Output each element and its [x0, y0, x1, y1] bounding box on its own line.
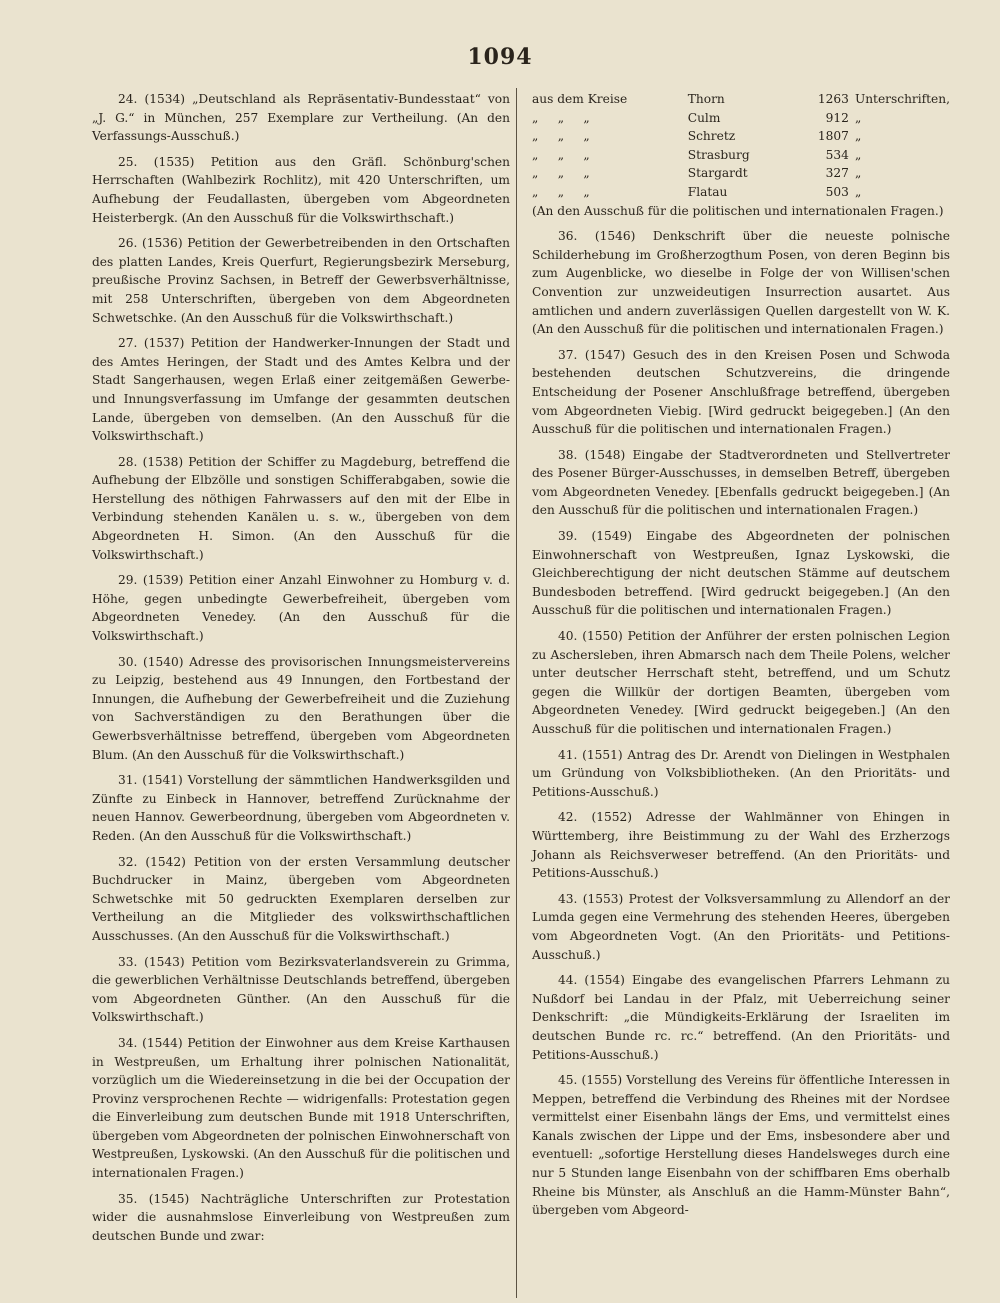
left-column [92, 90, 510, 1252]
ditto-marks: „ „ „ [532, 147, 590, 162]
petition-entry: 29. (1539) Petition einer Anzahl Einwohner zu Homburg v. d. Höhe, gegen unbedingte Gewerbefreiheit, übergeben vom Abgeordneten Venedey. (An den Ausschuß für die Volkswirthschaft.) [92, 573, 510, 644]
signature-count: 1807 [817, 129, 849, 144]
petition-entry: 40. (1550) Petition der Anführer der ersten polnischen Legion zu Aschersleben, ihren Abmarsch nach dem Theile Polens, welcher unter deutscher Herrschaft steht, betreffend, und um Schutz gegen die Willkür der dortigen Beamten, übergeben vom Abgeordneten Venedey. [Wird gedruckt beigegeben.] (An den Ausschuß für die politischen und internationalen Fragen.) [532, 629, 950, 736]
signature-row [532, 90, 950, 109]
right-column [532, 90, 950, 1227]
district-name: Schretz [687, 129, 736, 144]
ditto-mark: „ [854, 110, 862, 125]
petition-entry: 38. (1548) Eingabe der Stadtverordneten und Stellvertreter des Posener Bürger-Ausschusses, in demselben Betreff, übergeben vom Abgeordneten Venedey. [Ebenfalls gedruckt beigegeben.] (An den Ausschuß für die politischen und internationalen Fragen.) [532, 447, 950, 518]
district-name: Thorn [687, 92, 725, 106]
ditto-mark: „ [854, 129, 862, 144]
ditto-mark: „ [854, 166, 862, 181]
petition-entry: 39. (1549) Eingabe des Abgeordneten der polnischen Einwohnerschaft von Westpreußen, Ignaz Lyskowski, die Gleichberechtigung der nicht deutschen Stämme auf deutschem Bundesboden betreffend. [Wird gedruckt beigegeben.] (An den Ausschuß für die politischen und internationalen Fragen.) [532, 529, 950, 618]
petition-entry: 42. (1552) Adresse der Wahlmänner von Ehingen in Württemberg, ihre Beistimmung zu der Wahl des Erzherzogs Johann als Reichsverweser betreffend. (An den Prioritäts- und Petitions-Ausschuß.) [532, 810, 950, 881]
district-name: Flatau [687, 184, 728, 199]
petition-entry: 25. (1535) Petition aus den Gräfl. Schönburg'schen Herrschaften (Wahlbezirk Rochlitz), mit 420 Unterschriften, um Aufhebung der Feudallasten, übergeben vom Abgeordneten Heisterbergk. (An den Ausschuß für die Volkswirthschaft.) [92, 154, 510, 225]
petition-entry: 35. (1545) Nachträgliche Unterschriften zur Protestation wider die ausnahmslose Einverleibung von Westpreußen zum deutschen Bunde und zwar: [92, 1191, 510, 1243]
petition-entry: 37. (1547) Gesuch des in den Kreisen Posen und Schwoda bestehenden deutschen Schutzvereins, die dringende Entscheidung der Posener Anschlußfrage betreffend, übergeben vom Abgeordneten Viebig. [Wird gedruckt beigegeben.] (An den Ausschuß für die politischen und internationalen Fragen.) [532, 347, 950, 437]
ditto-mark: „ [854, 184, 862, 199]
signature-unit: Unterschriften, [854, 92, 950, 106]
signature-table [532, 90, 950, 202]
petition-entry: 44. (1554) Eingabe des evangelischen Pfarrers Lehmann zu Nußdorf bei Landau in der Pfalz, mit Ueberreichung seiner Denkschrift: „die Mündigkeits-Erklärung der Israeliten im deutschen Bunde rc. rc.“ betreffend. (An den Prioritäts- und Petitions-Ausschuß.) [532, 973, 950, 1062]
signature-count: 1263 [817, 92, 849, 106]
ditto-marks: „ „ „ [532, 184, 590, 199]
column-divider [516, 88, 517, 1298]
signature-count: 327 [825, 166, 849, 181]
district-name: Culm [687, 110, 721, 125]
petition-entry: 24. (1534) „Deutschland als Repräsentativ-Bundesstaat“ von „J. G.“ in München, 257 Exemplare zur Vertheilung. (An den Verfassungs-Ausschuß.) [92, 92, 510, 144]
petition-entry: 36. (1546) Denkschrift über die neueste polnische Schilderhebung im Großherzogthum Posen, von deren Beginn bis zum Augenblicke, wo dieselbe in Folge der von Willisen'schen Convention zur unzweideutigen Insurrection ausartet. Aus amtlichen und andern zuverlässigen Quellen dargestellt von W. K. (An den Ausschuß für die politischen und internationalen Fragen.) [532, 229, 950, 337]
signature-row [532, 127, 950, 146]
petition-entry: 33. (1543) Petition vom Bezirksvaterlandsverein zu Grimma, die gewerblichen Verhältnisse Deutschlands betreffend, übergeben vom Abgeordneten Günther. (An den Ausschuß für die Volkswirthschaft.) [92, 954, 510, 1025]
ditto-marks: „ „ „ [532, 166, 590, 181]
signature-row [532, 164, 950, 183]
petition-entry: 45. (1555) Vorstellung des Vereins für öffentliche Interessen in Meppen, betreffend die Verbindung des Rheines mit der Nordsee vermittelst einer Eisenbahn längs der Ems, und vermittelst eines Kanals zwischen der Lippe und der Ems, insbesondere aber und eventuell: „sofortige Herstellung dieses Handelsweges durch eine nur 5 Stunden lange Eisenbahn von der schiffbaren Ems oberhalb Rheine bis Münster, als Anschluß an die Hamm-Münster Bahn“, übergeben vom Abgeord- [532, 1073, 950, 1218]
signature-lead: aus dem Kreise [532, 92, 628, 106]
ditto-mark: „ [854, 147, 862, 162]
ditto-marks: „ „ „ [532, 110, 590, 125]
committee-note: (An den Ausschuß für die politischen und internationalen Fragen.) [532, 203, 944, 218]
petition-entry: 27. (1537) Petition der Handwerker-Innungen der Stadt und des Amtes Heringen, der Stadt und des Amtes Kelbra und der Stadt Sangerhausen, wegen Erlaß einer zeitgemäßen Gewerbe- und Innungsverfassung im Umfange der gesammten deutschen Lande, übergeben von demselben. (An den Ausschuß für die Volkswirthschaft.) [92, 336, 510, 444]
ditto-marks: „ „ „ [532, 129, 590, 144]
petition-entry: 28. (1538) Petition der Schiffer zu Magdeburg, betreffend die Aufhebung der Elbzölle und sonstigen Schifferabgaben, sowie die Herstellung des nöthigen Fahrwassers auf den mit der Elbe in Verbindung stehenden Kanälen u. s. w., übergeben von dem Abgeordneten H. Simon. (An den Ausschuß für die Volkswirthschaft.) [92, 454, 510, 562]
petition-entry: 31. (1541) Vorstellung der sämmtlichen Handwerksgilden und Zünfte zu Einbeck in Hannover, betreffend Zurücknahme der neuen Hannov. Gewerbeordnung, übergeben vom Abgeordneten v. Reden. (An den Ausschuß für die Volkswirthschaft.) [92, 773, 510, 843]
petition-entry: 30. (1540) Adresse des provisorischen Innungsmeistervereins zu Leipzig, bestehend aus 49 Innungen, den Fortbestand der Innungen, die Aufhebung der Gewerbefreiheit und die Zuziehung von Sachverständigen zu den Berathungen über die Gewerbsverhältnisse betreffend, übergeben vom Abgeordneten Blum. (An den Ausschuß für die Volkswirthschaft.) [92, 654, 510, 762]
petition-entry: 32. (1542) Petition von der ersten Versammlung deutscher Buchdrucker in Mainz, übergeben vom Abgeordneten Schwetschke mit 50 gedruckten Exemplaren derselben zur Vertheilung an die Mitglieder des volkswirthschaftlichen Ausschusses. (An den Ausschuß für die Volkswirthschaft.) [92, 854, 510, 943]
petition-entry: 34. (1544) Petition der Einwohner aus dem Kreise Karthausen in Westpreußen, um Erhaltung ihrer polnischen Nationalität, vorzüglich um die Wiedereinsetzung in die bei der Occupation der Provinz versprochenen Rechte — widrigenfalls: Protestation gegen die Einverleibung zum deutschen Bunde mit 1918 Unterschriften, übergeben vom Abgeordneten der polnischen Einwohnerschaft von Westpreußen, Lyskowski. (An den Ausschuß für die politischen und internationalen Fragen.) [92, 1035, 510, 1181]
petition-entry: 26. (1536) Petition der Gewerbetreibenden in den Ortschaften des platten Landes, Kreis Querfurt, Regierungsbezirk Merseburg, preußische Provinz Sachsen, in Betreff der Gewerbsverhältnisse, mit 258 Unterschriften, übergeben von dem Abgeordneten Schwetschke. (An den Ausschuß für die Volkswirthschaft.) [92, 236, 510, 325]
signature-row [532, 109, 950, 128]
page-number: 1094 [467, 44, 533, 70]
petition-entry: 43. (1553) Protest der Volksversammlung zu Allendorf an der Lumda gegen eine Vermehrung des stehenden Heeres, übergeben vom Abgeordneten Vogt. (An den Prioritäts- und Petitions-Ausschuß.) [532, 891, 950, 962]
petition-entry: 41. (1551) Antrag des Dr. Arendt von Dielingen in Westphalen um Gründung von Volksbibliotheken. (An den Prioritäts- und Petitions-Ausschuß.) [532, 747, 950, 799]
signature-count: 503 [825, 184, 849, 199]
district-name: Stargardt [687, 166, 748, 181]
signature-count: 534 [825, 147, 849, 162]
signature-count: 912 [825, 110, 849, 125]
district-name: Strasburg [687, 147, 750, 162]
signature-row [532, 146, 950, 165]
signature-row [532, 183, 950, 202]
